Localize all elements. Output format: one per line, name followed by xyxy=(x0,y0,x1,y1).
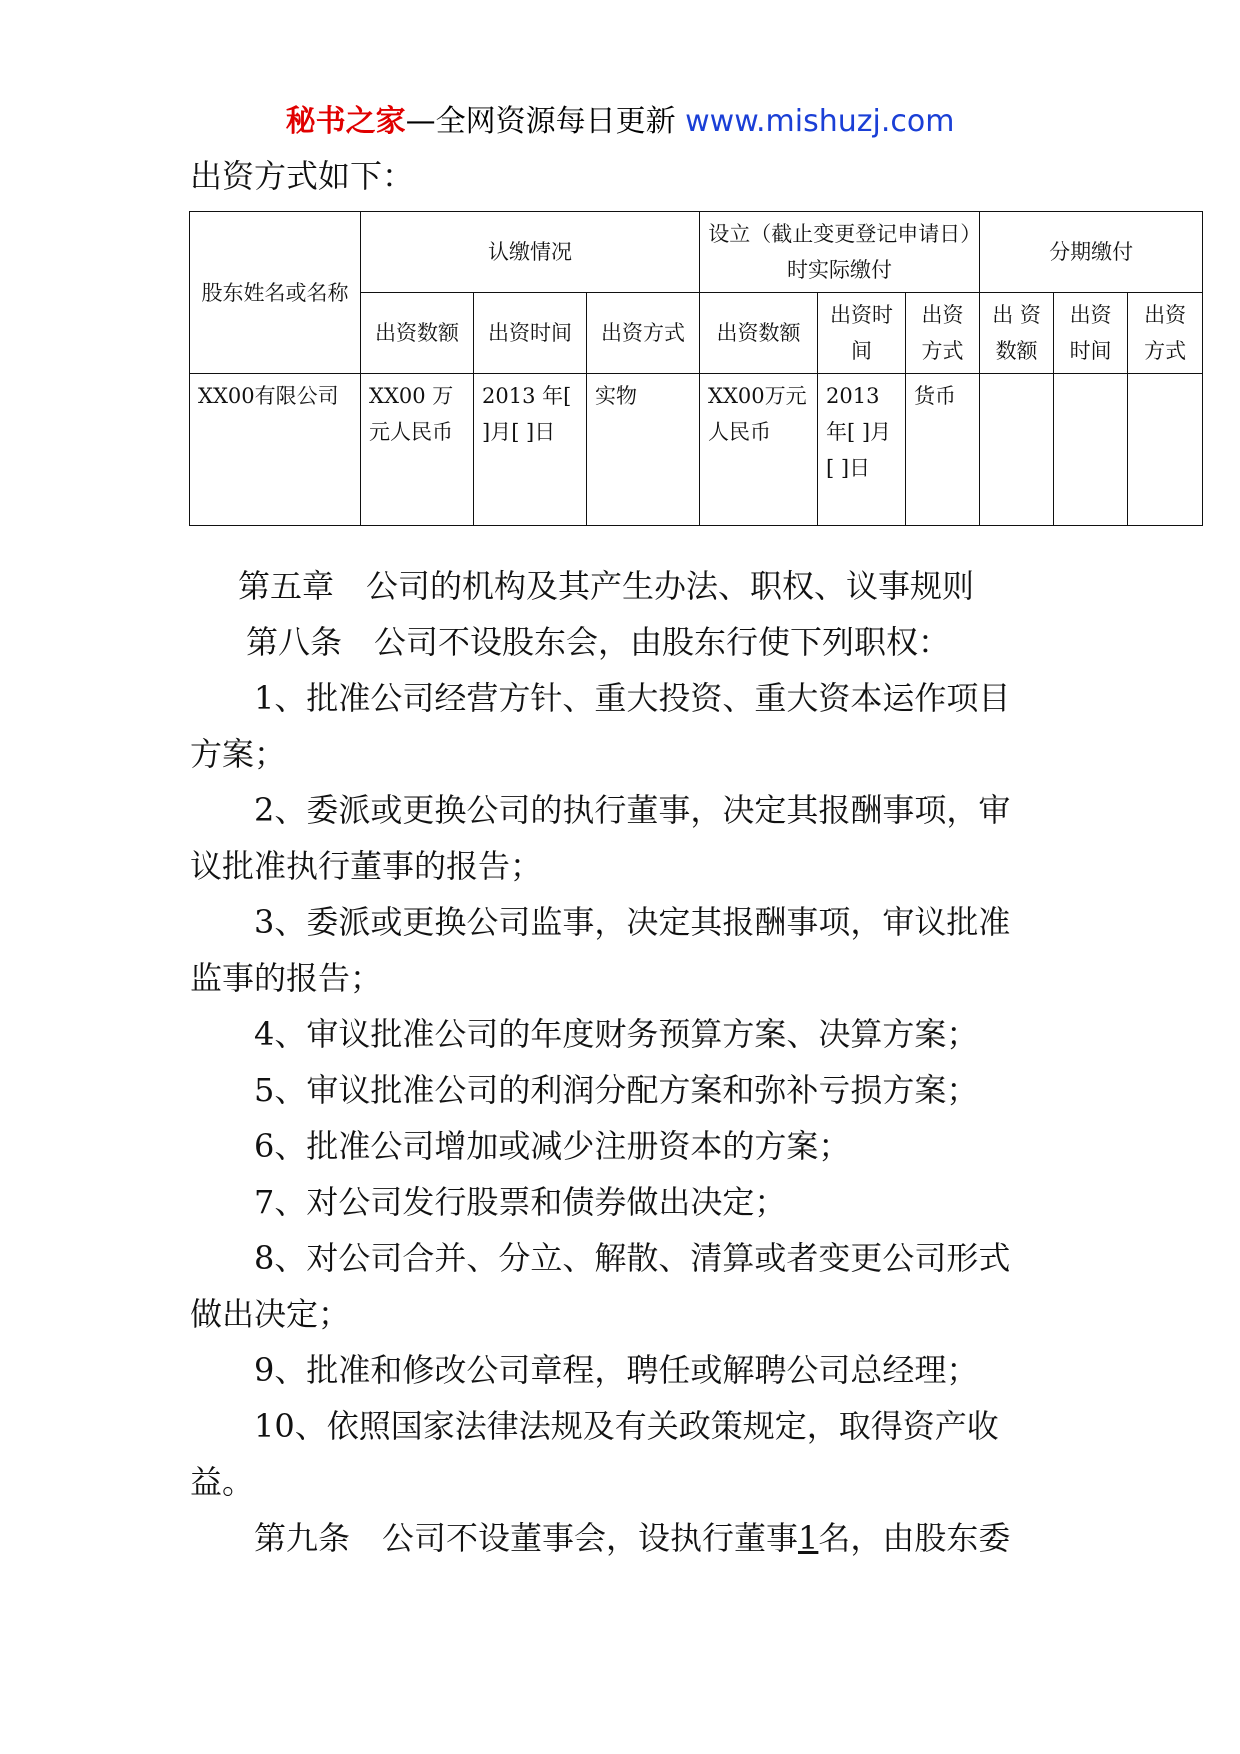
capital-contribution-table xyxy=(189,211,1203,526)
header-installment: 分期缴付 xyxy=(980,212,1203,293)
subheader-time: 出资时间 xyxy=(1054,293,1128,374)
subheader-amount: 出资数额 xyxy=(700,293,818,374)
list-item: 4、审议批准公司的年度财务预算方案、决算方案； xyxy=(254,1015,979,1053)
list-item: 3、委派或更换公司监事，决定其报酬事项，审议批准 xyxy=(254,903,1011,941)
list-item: 7、对公司发行股票和债券做出决定； xyxy=(254,1183,787,1221)
subheader-method: 出资方式 xyxy=(587,293,700,374)
cell-act-amount: XX00万元人民币 xyxy=(700,374,818,526)
header-subscribed: 认缴情况 xyxy=(361,212,700,293)
list-item: 1、批准公司经营方针、重大投资、重大资本运作项目 xyxy=(254,679,1011,717)
site-brand: 秘书之家 xyxy=(285,104,406,139)
subheader-amount: 出资数额 xyxy=(361,293,474,374)
director-count: 1 xyxy=(798,1519,819,1557)
list-item-continuation: 议批准执行董事的报告； xyxy=(190,847,543,885)
list-item-continuation: 方案； xyxy=(190,735,287,773)
chapter-heading: 第五章 公司的机构及其产生办法、职权、议事规则 xyxy=(238,567,975,605)
site-tagline: —全网资源每日更新 xyxy=(405,104,686,139)
intro-text: 出资方式如下： xyxy=(190,157,415,195)
table-row xyxy=(190,374,1203,526)
subheader-amount: 出 资数额 xyxy=(980,293,1054,374)
list-item: 8、对公司合并、分立、解散、清算或者变更公司形式 xyxy=(254,1239,1011,1277)
cell-inst-time xyxy=(1054,374,1128,526)
cell-shareholder: XX00有限公司 xyxy=(190,374,361,526)
list-item-continuation: 监事的报告； xyxy=(190,959,383,997)
cell-inst-amount xyxy=(980,374,1054,526)
list-item: 10、依照国家法律法规及有关政策规定，取得资产收 xyxy=(254,1407,999,1445)
cell-sub-amount: XX00 万元人民币 xyxy=(361,374,474,526)
list-item-continuation: 益。 xyxy=(190,1463,255,1501)
cell-sub-method: 实物 xyxy=(587,374,700,526)
list-item: 9、批准和修改公司章程，聘任或解聘公司总经理； xyxy=(254,1351,979,1389)
article-8-heading: 第八条 公司不设股东会，由股东行使下列职权： xyxy=(246,623,951,661)
article-9-prefix: 第九条 公司不设董事会，设执行董事 xyxy=(254,1519,799,1557)
subheader-method: 出资方式 xyxy=(1128,293,1203,374)
list-item: 2、委派或更换公司的执行董事，决定其报酬事项，审 xyxy=(254,791,1011,829)
site-url-link[interactable]: www.mishuzj.com xyxy=(685,104,955,139)
subheader-method: 出资方式 xyxy=(906,293,980,374)
header-shareholder: 股东姓名或名称 xyxy=(190,212,361,374)
header-actual-paid: 设立（截止变更登记申请日）时实际缴付 xyxy=(700,212,980,293)
list-item-continuation: 做出决定； xyxy=(190,1295,351,1333)
cell-sub-time: 2013 年[ ]月[ ]日 xyxy=(474,374,587,526)
list-item: 6、批准公司增加或减少注册资本的方案； xyxy=(254,1127,851,1165)
site-header xyxy=(0,100,1240,144)
list-item: 5、审议批准公司的利润分配方案和弥补亏损方案； xyxy=(254,1071,979,1109)
cell-act-method: 货币 xyxy=(906,374,980,526)
article-9-suffix: 名，由股东委 xyxy=(818,1519,1011,1557)
cell-inst-method xyxy=(1128,374,1203,526)
subheader-time: 出资时间 xyxy=(474,293,587,374)
article-9-text xyxy=(254,1514,1010,1562)
subheader-time: 出资时间 xyxy=(818,293,906,374)
cell-act-time: 2013 年[ ]月[ ]日 xyxy=(818,374,906,526)
